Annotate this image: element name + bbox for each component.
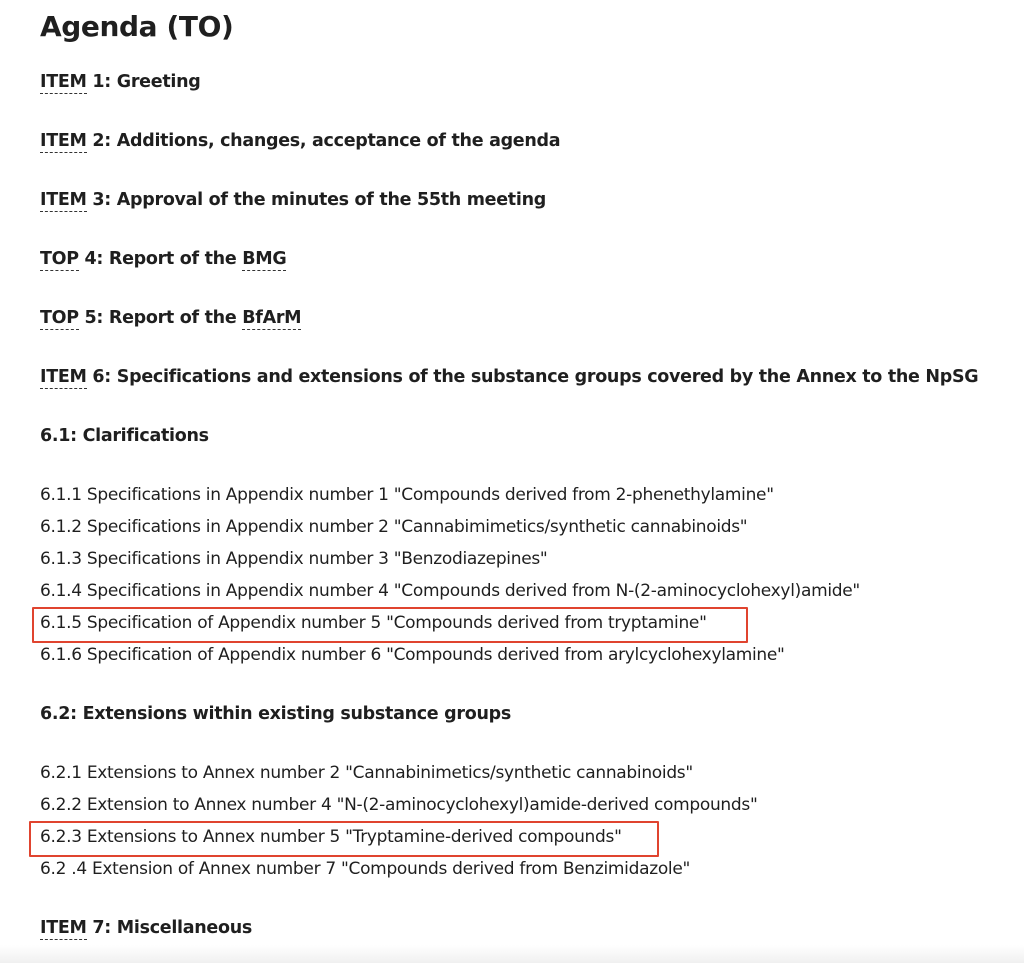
item-label: 1: Greeting [86,72,201,92]
list-item-6-1-3: 6.1.3 Specifications in Appendix number 3 "Benzodiazepines" [40,549,548,569]
list-item-6-2-1: 6.2.1 Extensions to Annex number 2 "Cannabinimetics/synthetic cannabinoids" [40,763,693,783]
item-abbreviation[interactable]: ITEM [40,190,87,210]
item-label: 5: Report of the [78,308,243,328]
agenda-item-3 [40,190,546,210]
bfarm-abbreviation[interactable]: BfArM [242,308,302,328]
agenda-item-2 [40,131,560,151]
list-item-6-2-2: 6.2.2 Extension to Annex number 4 "N-(2-aminocyclohexyl)amide-derived compounds" [40,795,758,815]
agenda-item-5 [40,308,301,328]
item-label: 3: Approval of the minutes of the 55th meeting [86,190,546,210]
agenda-item-4 [40,249,286,269]
list-item-6-1-6: 6.1.6 Specification of Appendix number 6 "Compounds derived from arylcyclohexylamine" [40,645,785,665]
item-abbreviation[interactable]: ITEM [40,72,87,92]
item-label: 4: Report of the [78,249,243,269]
item-abbreviation[interactable]: ITEM [40,918,87,938]
list-item-6-1-1: 6.1.1 Specifications in Appendix number 1 "Compounds derived from 2-phenethylamine" [40,485,774,505]
list-item-6-1-5: 6.1.5 Specification of Appendix number 5 "Compounds derived from tryptamine" [40,613,707,633]
list-item-6-2-4: 6.2 .4 Extension of Annex number 7 "Compounds derived from Benzimidazole" [40,859,691,879]
section-heading-6-1: 6.1: Clarifications [40,426,209,446]
item-abbreviation[interactable]: TOP [40,308,79,328]
agenda-item-7 [40,918,252,938]
page-title: Agenda (TO) [40,10,234,43]
item-abbreviation[interactable]: ITEM [40,367,87,387]
bmg-abbreviation[interactable]: BMG [242,249,287,269]
agenda-item-1 [40,72,200,92]
item-label: 6: Specifications and extensions of the substance groups covered by the Annex to the NpSG [86,367,979,387]
list-item-6-2-3: 6.2.3 Extensions to Annex number 5 "Tryptamine-derived compounds" [40,827,622,847]
bottom-fade [0,945,1024,963]
item-abbreviation[interactable]: ITEM [40,131,87,151]
agenda-item-6 [40,367,978,387]
item-label: 2: Additions, changes, acceptance of the agenda [86,131,561,151]
item-abbreviation[interactable]: TOP [40,249,79,269]
list-item-6-1-2: 6.1.2 Specifications in Appendix number 2 "Cannabimimetics/synthetic cannabinoids" [40,517,748,537]
item-label: 7: Miscellaneous [86,918,252,938]
section-heading-6-2: 6.2: Extensions within existing substance groups [40,704,511,724]
list-item-6-1-4: 6.1.4 Specifications in Appendix number 4 "Compounds derived from N-(2-aminocyclohexyl)amide" [40,581,860,601]
